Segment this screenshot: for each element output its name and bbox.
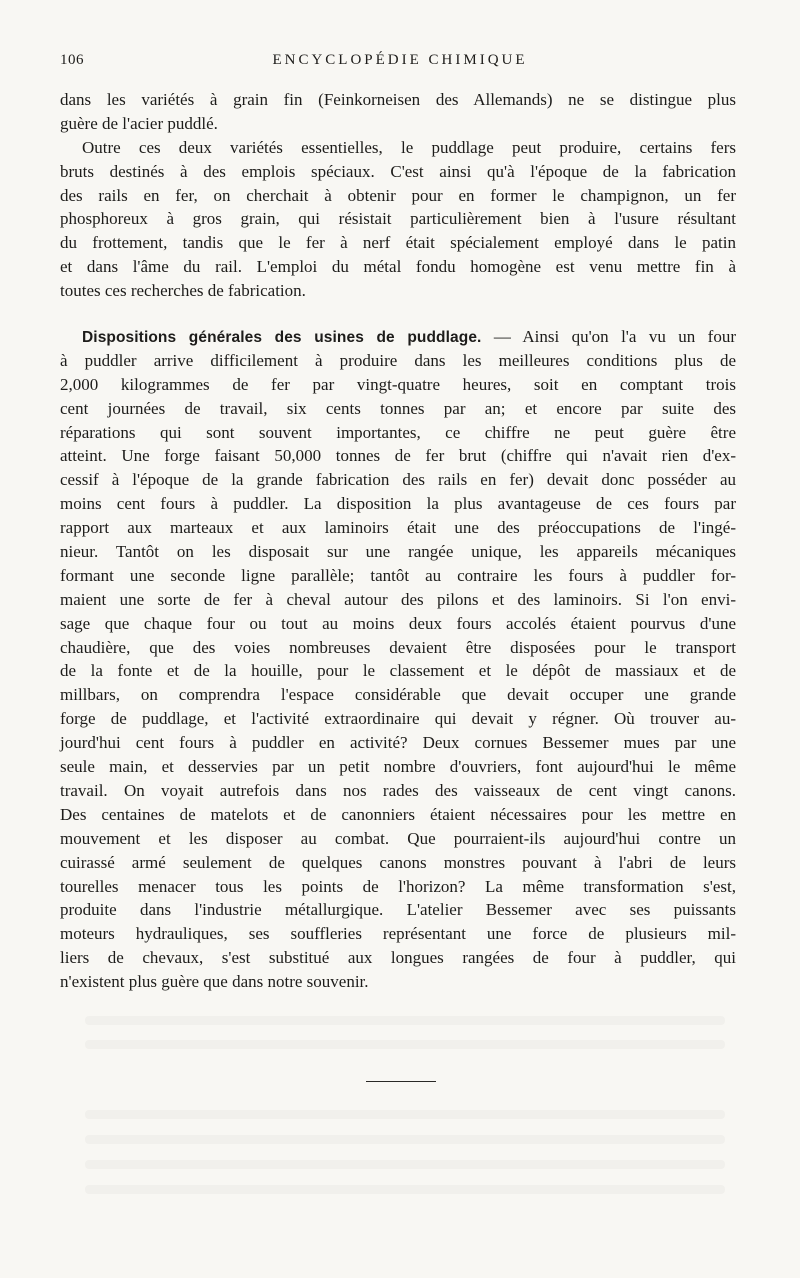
text-line: forge de puddlage, et l'activité extraordinaire qui devait y régner. Où trouver au- [60, 709, 736, 729]
show-through-mark [85, 1135, 725, 1144]
text-line: liers de chevaux, s'est substitué aux longues rangées de four à puddler, qui [60, 948, 736, 968]
text-line: cessif à l'époque de la grande fabrication des rails en fer) devait donc posséder au [60, 470, 736, 490]
page-number: 106 [60, 52, 84, 68]
text-line: rapport aux marteaux et aux laminoirs était une des préoccupations de l'ingé- [60, 518, 736, 538]
text-line: bruts destinés à des emplois spéciaux. C'est ainsi qu'à l'époque de la fabrication [60, 161, 736, 181]
text-line: cent journées de travail, six cents tonnes par an; et encore par suite des [60, 398, 736, 418]
text-line: des rails en fer, on cherchait à obtenir pour en former le champignon, un fer [60, 185, 736, 205]
text-line: atteint. Une forge faisant 50,000 tonnes de fer brut (chiffre qui n'avait rien d'ex- [60, 446, 736, 466]
section-first-line [60, 325, 736, 349]
text-line: millbars, on comprendra l'espace considérable que devait occuper une grande [60, 685, 736, 705]
section-end-rule [366, 1081, 436, 1082]
text-line: Outre ces deux variétés essentielles, le puddlage peut produire, certains fers [82, 137, 736, 157]
text-line: réparations qui sont souvent importantes, ce chiffre ne peut guère être [60, 422, 736, 442]
text-line: maient une sorte de fer à cheval autour des pilons et des laminoirs. Si l'on envi- [60, 589, 736, 609]
paragraph-spacer [60, 303, 736, 325]
text-line: du frottement, tandis que le fer à nerf était spécialement employé dans le patin [60, 233, 736, 253]
text-line: de la fonte et de la houille, pour le classement et le dépôt de massiaux et de [60, 661, 736, 681]
text-line: nieur. Tantôt on les disposait sur une rangée unique, les appareils mécaniques [60, 542, 736, 562]
text-line: tourelles menacer tous les points de l'horizon? La même transformation s'est, [60, 876, 736, 896]
text-line: dans les variétés à grain fin (Feinkorneisen des Allemands) ne se distingue plus [60, 90, 736, 109]
section-puddling-works [60, 325, 736, 994]
text-line: à puddler arrive difficilement à produire dans les meilleures conditions plus de [60, 350, 736, 370]
paragraph-special-irons [60, 136, 736, 303]
text-line: moteurs hydrauliques, ses souffleries représentant une force de plusieurs mil- [60, 924, 736, 944]
text-line: chaudière, que des voies nombreuses devaient être disposées pour le transport [60, 637, 736, 657]
show-through-mark [85, 1185, 725, 1194]
text-line: produite dans l'industrie métallurgique. L'atelier Bessemer avec ses puissants [60, 900, 736, 920]
text-line: cuirassé armé seulement de quelques canons monstres pouvant à l'abri de leurs [60, 852, 736, 872]
section-first-line-text: — Ainsi qu'on l'a vu un four [481, 327, 736, 347]
running-title: ENCYCLOPÉDIE CHIMIQUE [272, 52, 528, 68]
text-line: jourd'hui cent fours à puddler en activité? Deux cornues Bessemer mues par une [60, 733, 736, 753]
text-line: seule main, et desservies par un petit nombre d'ouvriers, font aujourd'hui le même [60, 757, 736, 777]
text-line: n'existent plus guère que dans notre souvenir. [60, 972, 369, 992]
text-line: et dans l'âme du rail. L'emploi du métal fondu homogène est venu mettre fin à [60, 257, 736, 277]
paragraph-continued [60, 88, 736, 136]
text-line: moins cent fours à puddler. La disposition la plus avantageuse de ces fours par [60, 494, 736, 514]
text-line: Des centaines de matelots et de canonniers étaient nécessaires pour les mettre en [60, 804, 736, 824]
page-header [60, 52, 740, 74]
section-heading: Dispositions générales des usines de puddlage. [82, 329, 482, 347]
text-line: phosphoreux à gros grain, qui résistait particulièrement bien à l'usure résultant [60, 209, 736, 229]
text-line: toutes ces recherches de fabrication. [60, 281, 306, 301]
text-line: sage que chaque four ou tout au moins deux fours accolés étaient pourvus d'une [60, 613, 736, 633]
show-through-mark [85, 1040, 725, 1049]
text-line: 2,000 kilogrammes de fer par vingt-quatre heures, soit en comptant trois [60, 374, 736, 394]
show-through-mark [85, 1110, 725, 1119]
page-body [60, 88, 736, 994]
show-through-mark [85, 1016, 725, 1025]
text-line: guère de l'acier puddlé. [60, 113, 218, 133]
text-line: formant une seconde ligne parallèle; tantôt au contraire les fours à puddler for- [60, 565, 736, 585]
text-line: mouvement et les disposer au combat. Que pourraient-ils aujourd'hui contre un [60, 828, 736, 848]
show-through-mark [85, 1160, 725, 1169]
text-line: travail. On voyait autrefois dans nos rades des vaisseaux de cent vingt canons. [60, 780, 736, 800]
